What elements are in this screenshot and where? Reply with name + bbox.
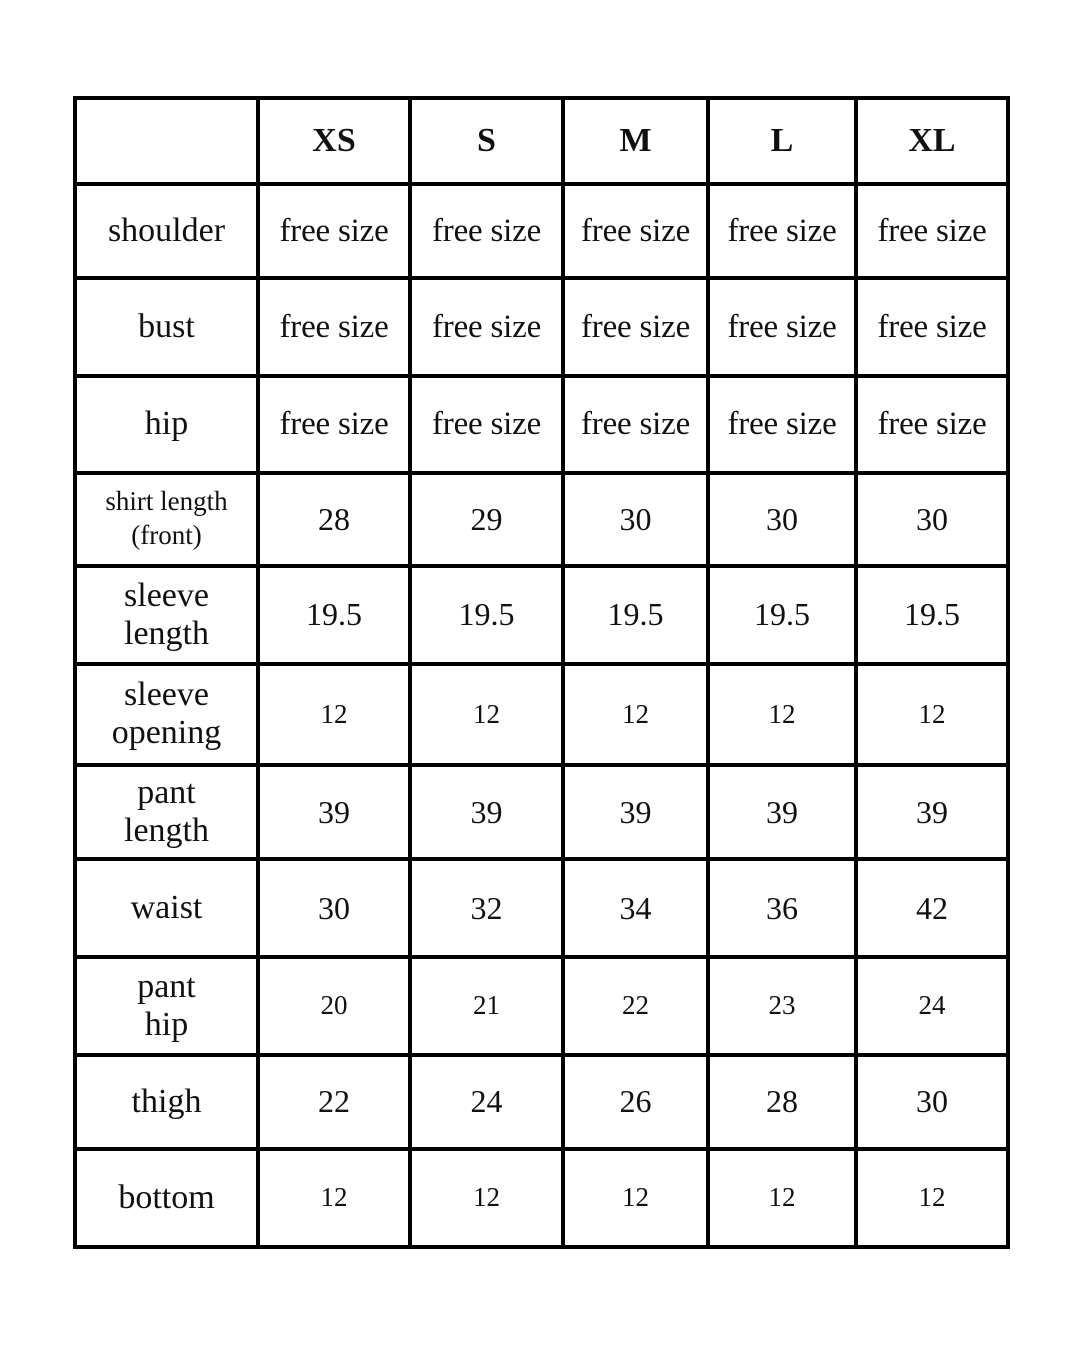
table-cell-xl: 19.5 — [856, 566, 1008, 664]
table-cell-l: 23 — [708, 957, 856, 1054]
table-cell-m: free size — [563, 184, 708, 278]
table-cell-m: 26 — [563, 1055, 708, 1149]
table-cell-xl: 30 — [856, 1055, 1008, 1149]
table-cell-l: 28 — [708, 1055, 856, 1149]
header-size-xs: XS — [258, 98, 410, 184]
table-cell-s: 39 — [410, 765, 563, 859]
size-chart-body — [75, 184, 1008, 1247]
table-row — [75, 473, 1008, 566]
row-label: bottom — [75, 1149, 258, 1247]
table-cell-xs: free size — [258, 184, 410, 278]
table-cell-l: 12 — [708, 1149, 856, 1247]
table-cell-xs: 28 — [258, 473, 410, 566]
row-label: sleeve opening — [75, 664, 258, 765]
table-cell-s: 12 — [410, 664, 563, 765]
table-cell-s: 29 — [410, 473, 563, 566]
table-cell-m: free size — [563, 278, 708, 376]
table-cell-l: 39 — [708, 765, 856, 859]
size-chart-table — [73, 96, 1010, 1249]
table-cell-xs: 12 — [258, 1149, 410, 1247]
table-cell-xs: free size — [258, 376, 410, 472]
table-cell-m: 12 — [563, 664, 708, 765]
row-label: pant hip — [75, 957, 258, 1054]
table-row — [75, 664, 1008, 765]
table-row — [75, 957, 1008, 1054]
table-cell-xs: 19.5 — [258, 566, 410, 664]
table-cell-xs: 12 — [258, 664, 410, 765]
header-size-l: L — [708, 98, 856, 184]
row-label: pant length — [75, 765, 258, 859]
table-cell-l: 30 — [708, 473, 856, 566]
table-cell-xs: 30 — [258, 859, 410, 957]
table-row — [75, 1055, 1008, 1149]
table-cell-l: 19.5 — [708, 566, 856, 664]
table-cell-m: 34 — [563, 859, 708, 957]
table-cell-s: 12 — [410, 1149, 563, 1247]
header-size-s: S — [410, 98, 563, 184]
row-label: hip — [75, 376, 258, 472]
table-cell-s: 32 — [410, 859, 563, 957]
table-cell-l: 12 — [708, 664, 856, 765]
table-cell-s: 19.5 — [410, 566, 563, 664]
table-cell-xl: free size — [856, 376, 1008, 472]
table-cell-m: 12 — [563, 1149, 708, 1247]
row-label: shoulder — [75, 184, 258, 278]
table-row — [75, 1149, 1008, 1247]
table-cell-l: free size — [708, 184, 856, 278]
table-cell-xl: 42 — [856, 859, 1008, 957]
header-row — [75, 98, 1008, 184]
table-cell-m: 19.5 — [563, 566, 708, 664]
table-cell-xl: 39 — [856, 765, 1008, 859]
row-label: waist — [75, 859, 258, 957]
header-size-m: M — [563, 98, 708, 184]
table-cell-s: free size — [410, 184, 563, 278]
table-row — [75, 278, 1008, 376]
table-cell-xs: 22 — [258, 1055, 410, 1149]
table-cell-l: free size — [708, 278, 856, 376]
header-size-xl: XL — [856, 98, 1008, 184]
table-row — [75, 859, 1008, 957]
table-cell-xl: 30 — [856, 473, 1008, 566]
table-cell-s: free size — [410, 376, 563, 472]
table-cell-s: 24 — [410, 1055, 563, 1149]
table-cell-l: free size — [708, 376, 856, 472]
table-cell-m: free size — [563, 376, 708, 472]
table-cell-m: 39 — [563, 765, 708, 859]
table-cell-xl: 12 — [856, 1149, 1008, 1247]
table-cell-s: 21 — [410, 957, 563, 1054]
row-label: sleeve length — [75, 566, 258, 664]
table-row — [75, 376, 1008, 472]
table-cell-m: 30 — [563, 473, 708, 566]
row-label: bust — [75, 278, 258, 376]
header-corner-cell — [75, 98, 258, 184]
table-cell-xl: free size — [856, 184, 1008, 278]
table-row — [75, 765, 1008, 859]
table-cell-xl: free size — [856, 278, 1008, 376]
table-row — [75, 566, 1008, 664]
row-label: thigh — [75, 1055, 258, 1149]
row-label: shirt length (front) — [75, 473, 258, 566]
table-cell-xs: 39 — [258, 765, 410, 859]
table-cell-s: free size — [410, 278, 563, 376]
table-cell-l: 36 — [708, 859, 856, 957]
table-cell-xs: 20 — [258, 957, 410, 1054]
table-cell-m: 22 — [563, 957, 708, 1054]
table-row — [75, 184, 1008, 278]
table-cell-xl: 12 — [856, 664, 1008, 765]
table-cell-xl: 24 — [856, 957, 1008, 1054]
table-cell-xs: free size — [258, 278, 410, 376]
